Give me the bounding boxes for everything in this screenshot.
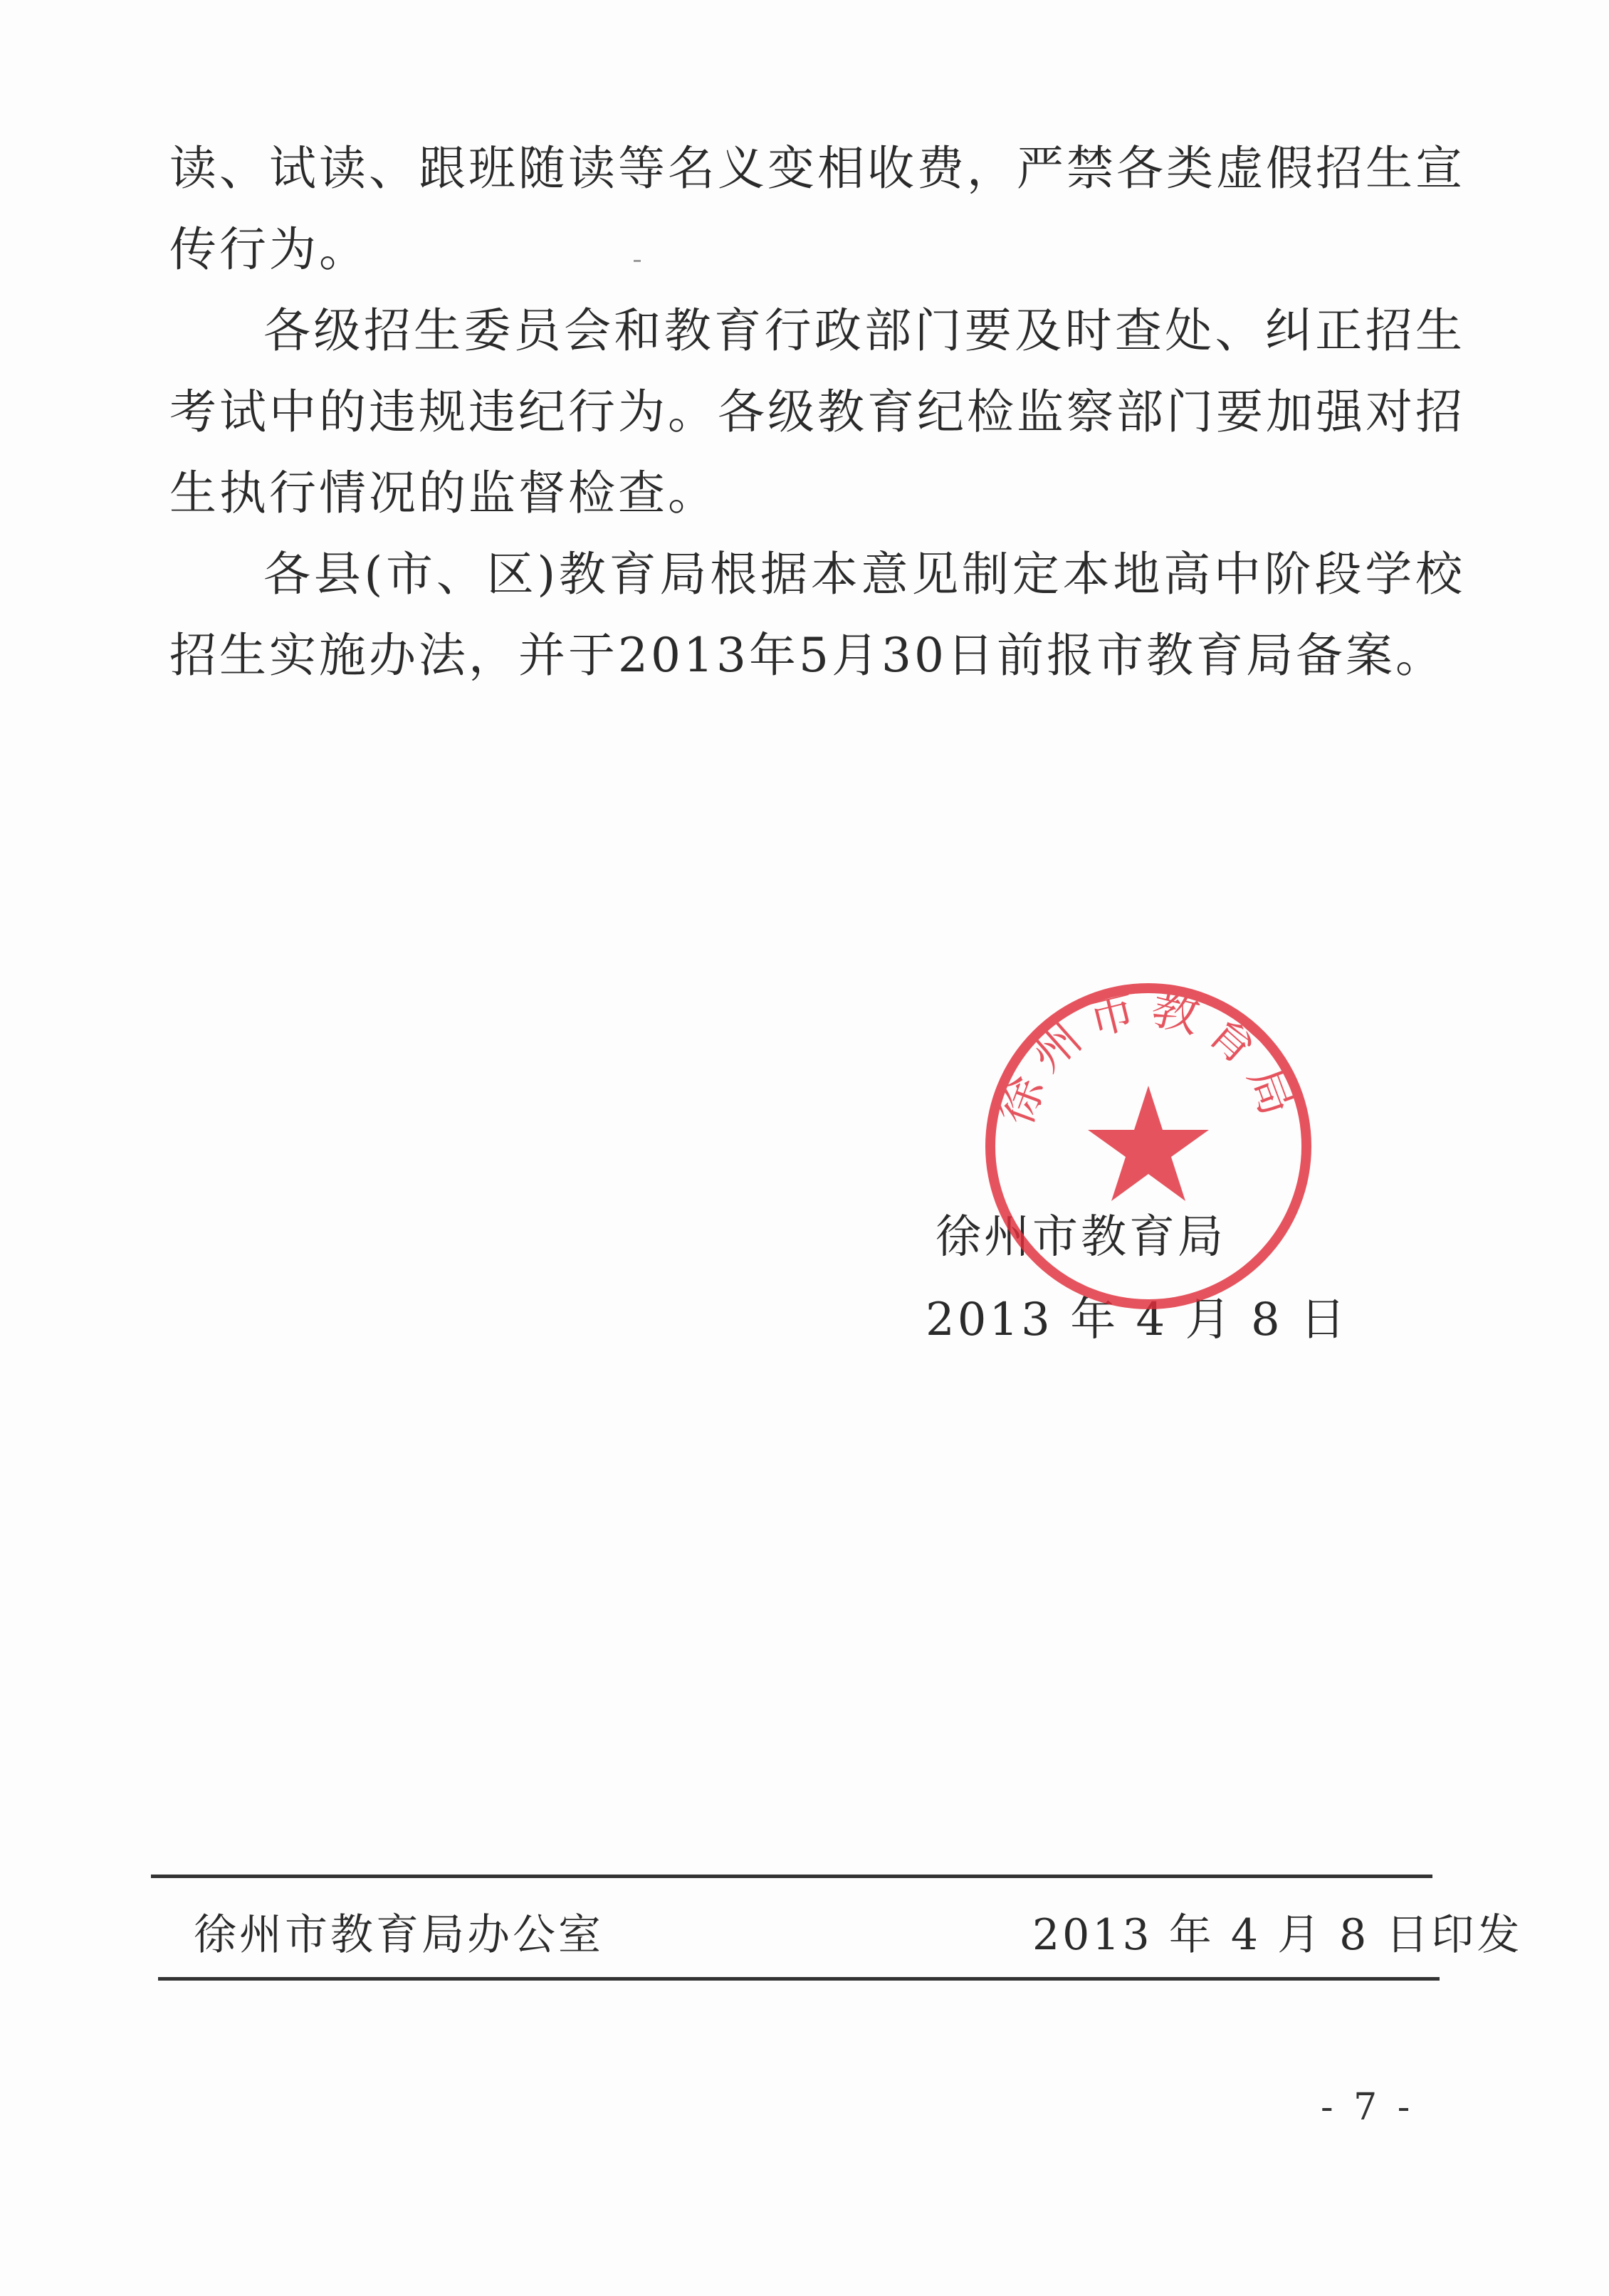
signature-block: [926, 1196, 1349, 1361]
footer-bottom-rule: [158, 1977, 1440, 1981]
paragraph-county-implementation: 各县(市、区)教育局根据本意见制定本地高中阶段学校招生实施办法，并于2013年5月30日前报市教育局备案。: [169, 547, 1465, 683]
footer-top-rule: [151, 1875, 1432, 1878]
footer-issuer: 徐州市教育局办公室: [194, 1910, 604, 1960]
signature-organization: 徐州市教育局: [935, 1211, 1226, 1264]
seal-arc-text: 徐州市教育局: [987, 979, 1309, 1132]
document-body: [169, 128, 1465, 696]
paragraph-enforcement: 各级招生委员会和教育行政部门要及时查处、纠正招生考试中的违规违纪行为。各级教育纪检监察部门要加强对招生执行情况的监督检查。: [169, 303, 1465, 520]
page-number: - 7 -: [1321, 2086, 1415, 2129]
signature-date: 2013 年 4 月 8 日: [926, 1294, 1349, 1346]
footer-print-date: 2013 年 4 月 8 日印发: [1032, 1910, 1523, 1960]
paragraph-continuation: 读、试读、跟班随读等名义变相收费，严禁各类虚假招生宣传行为。: [169, 141, 1465, 277]
seal-star-icon: [1088, 1086, 1209, 1201]
